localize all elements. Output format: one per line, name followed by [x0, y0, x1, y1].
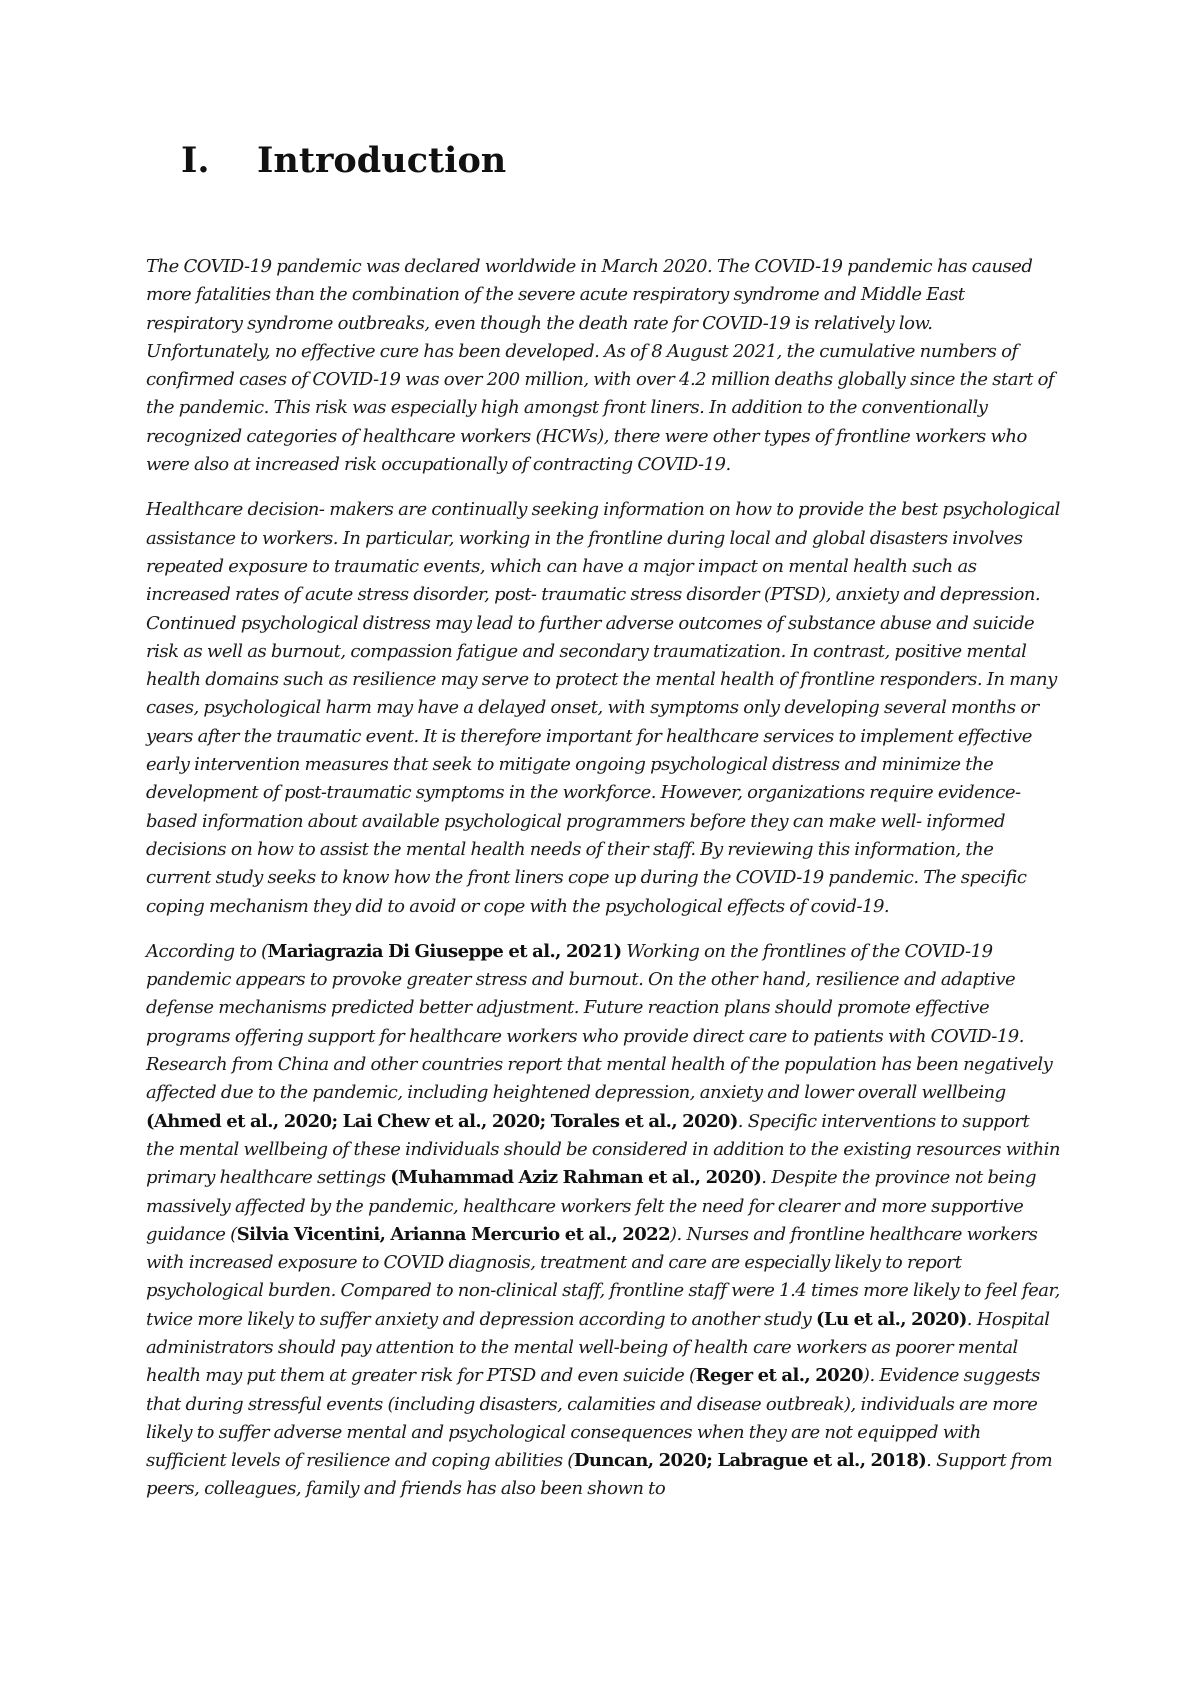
citation-ahmed-lai-torales: (Ahmed et al., 2020; Lai Chew et al., 2020; Torales et al., 2020)	[146, 1110, 738, 1132]
paragraph-2: Healthcare decision- makers are continually seeking information on how to provide the best psychological assistance to workers. In particular, working in the frontline during local and global disasters involves repeated exposure to traumatic events, which can have a major impact on mental health such as increased rates of acute stress disorder, post- traumatic stress disorder (PTSD), anxiety and depression. Continued psychological distress may lead to further adverse outcomes of substance abuse and suicide risk as well as burnout, compassion fatigue and secondary traumatization. In contrast, positive mental health domains such as resilience may serve to protect the mental health of frontline responders. In many cases, psychological harm may have a delayed onset, with symptoms only developing several months or years after the traumatic event. It is therefore important for healthcare services to implement effective early intervention measures that seek to mitigate ongoing psychological distress and minimize the development of post-traumatic symptoms in the workforce. However, organizations require evidence- based information about available psychological programmers before they can make well- informed decisions on how to assist the mental health needs of their staff. By reviewing this information, the current study seeks to know how the front liners cope up during the COVID-19 pandemic. The specific coping mechanism they did to avoid or cope with the psychological effects of covid-19.	[146, 499, 1060, 917]
paragraph-3-text: ). Evidence suggests that during stressful events (including disasters, calamities and disease outbreak), individuals are more likely to suffer adverse mental and psychological consequences when they are not equipped with sufficient levels of resilience and coping abilities (	[146, 1365, 1040, 1472]
paragraph-3-text: According to (	[146, 940, 268, 962]
section-number: I.	[181, 140, 210, 181]
section-heading	[181, 140, 506, 181]
paragraph-3-text: ). Nurses and frontline healthcare workers with increased exposure to COVID diagnosis, treatment and care are especially likely to report psychological burden. Compared to non-clinical staff, frontline staff were 1.4 times more likely to feel fear, twice more likely to suffer anxiety and depression according to another study	[146, 1223, 1060, 1330]
citation-di-giuseppe: Mariagrazia Di Giuseppe et al., 2021)	[267, 940, 622, 962]
body-text	[146, 253, 1061, 1521]
paragraph-3-text: . Despite the province not being massively affected by the pandemic, healthcare workers felt the need for clearer and more supportive guidance (	[146, 1167, 1036, 1245]
citation-rahman: (Muhammad Aziz Rahman et al., 2020)	[390, 1167, 762, 1189]
paragraph-3-text: Working on the frontlines of the COVID-19 pandemic appears to provoke greater stress and burnout. On the other hand, resilience and adaptive defense mechanisms predicted better adjustment. Future reaction plans should promote effective programs offering support for healthcare workers who provide direct care to patients with COVID-19. Research from China and other countries report that mental health of the population has been negatively affected due to the pandemic, including heightened depression, anxiety and lower overall wellbeing	[146, 940, 1053, 1104]
citation-lu: (Lu et al., 2020)	[815, 1308, 967, 1330]
citation-reger: Reger et al., 2020	[695, 1365, 863, 1387]
paragraph-3	[146, 938, 1061, 1504]
paragraph-3-text: . Specific interventions to support the mental wellbeing of these individuals should be considered in addition to the existing resources within primary healthcare settings	[146, 1110, 1060, 1189]
paragraph-1: The COVID-19 pandemic was declared worldwide in March 2020. The COVID-19 pandemic has caused more fatalities than the combination of the severe acute respiratory syndrome and Middle East respiratory syndrome outbreaks, even though the death rate for COVID-19 is relatively low. Unfortunately, no effective cure has been developed. As of 8 August 2021, the cumulative numbers of confirmed cases of COVID-19 was over 200 million, with over 4.2 million deaths globally since the start of the pandemic. This risk was especially high amongst front liners. In addition to the conventionally recognized categories of healthcare workers (HCWs), there were other types of frontline workers who were also at increased risk occupationally of contracting COVID-19.	[146, 256, 1055, 476]
citation-duncan-labrague: Duncan, 2020; Labrague et al., 2018)	[573, 1450, 927, 1472]
paragraph-3-text: . Hospital administrators should pay attention to the mental well-being of health care workers as poorer mental health may put them at greater risk for PTSD and even suicide (	[146, 1308, 1050, 1387]
citation-vicentini: Silvia Vicentini, Arianna Mercurio et al., 2022	[236, 1223, 670, 1245]
section-title: Introduction	[257, 140, 507, 181]
paragraph-3-text: . Support from peers, colleagues, family and friends has also been shown to	[146, 1450, 1053, 1500]
